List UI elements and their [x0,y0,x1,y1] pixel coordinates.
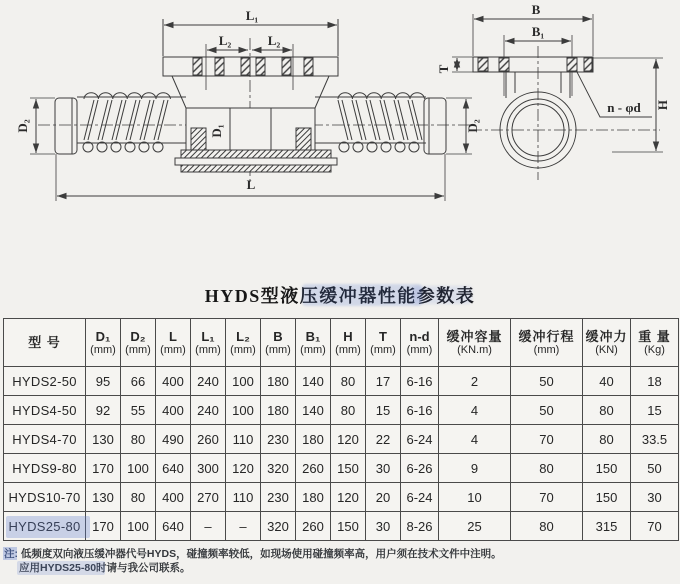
table-cell: – [226,512,261,541]
table-cell: 640 [156,512,191,541]
table-cell: 70 [511,425,583,454]
table-cell: 320 [261,454,296,483]
header-cell: H (mm) [331,319,366,367]
table-cell: 640 [156,454,191,483]
table-cell: 15 [366,396,401,425]
table-cell: 10 [439,483,511,512]
page-title: HYDS型液压缓冲器性能参数表 [204,286,476,306]
dim-label-nd: n - φd [607,100,641,115]
table-cell: 150 [331,512,366,541]
model-cell: HYDS4-70 [4,425,86,454]
table-cell: 400 [156,367,191,396]
dim-label-d2-right: D₂ [465,119,480,133]
table-cell: 18 [631,367,679,396]
header-cell: 型 号 [4,319,86,367]
table-cell: 80 [121,483,156,512]
footnote-tag: 注: [4,548,18,560]
table-cell: 80 [331,367,366,396]
table-cell: 300 [191,454,226,483]
dim-label-b: B [531,2,541,17]
table-cell: 30 [366,454,401,483]
table-cell: 150 [583,483,631,512]
table-row [4,425,679,454]
dim-label-d1: D₁ [209,124,224,138]
dim-label-l2-right: L₂ [267,33,281,48]
model-cell: HYDS25-80 [4,512,86,541]
table-cell: 80 [583,396,631,425]
header-cell: 缓冲容量 (KN.m) [439,319,511,367]
table-cell: 130 [86,425,121,454]
table-cell: 6-24 [401,483,439,512]
table-cell: 180 [296,425,331,454]
table-cell: 80 [511,512,583,541]
table-cell: 25 [439,512,511,541]
dim-label-t: T [436,64,451,74]
table-cell: 130 [86,483,121,512]
table-cell: 120 [331,425,366,454]
table-cell: 260 [191,425,226,454]
table-cell: 4 [439,396,511,425]
table-row [4,512,679,541]
dim-label-h: H [655,99,670,111]
table-cell: 17 [366,367,401,396]
table-cell: 50 [631,454,679,483]
table-cell: 240 [191,396,226,425]
header-cell: 重 量 (Kg) [631,319,679,367]
dim-label-l: L [246,177,256,192]
table-cell: 8-26 [401,512,439,541]
table-cell: 6-26 [401,454,439,483]
table-cell: 110 [226,425,261,454]
dim-label-l1: L₁ [245,8,259,23]
table-cell: 260 [296,512,331,541]
table-cell: 110 [226,483,261,512]
table-cell: 6-24 [401,425,439,454]
table-cell: 170 [86,512,121,541]
table-cell: 55 [121,396,156,425]
model-cell: HYDS4-50 [4,396,86,425]
model-cell: HYDS10-70 [4,483,86,512]
table-row [4,483,679,512]
spec-table [3,318,679,541]
header-cell: D₂ (mm) [121,319,156,367]
table-cell: 400 [156,483,191,512]
table-cell: 80 [511,454,583,483]
table-cell: 140 [296,367,331,396]
footnote-line-1: 注: 低频度双向液压缓冲器代号HYDS，碰撞频率较低，如现场使用碰撞频率高，用户须在技术文件中注明。 [4,548,502,560]
table-cell: 180 [261,367,296,396]
table-cell: 9 [439,454,511,483]
technical-drawing [0,0,680,235]
table-row [4,367,679,396]
right-view [452,14,663,180]
header-cell: B (mm) [261,319,296,367]
model-cell: HYDS2-50 [4,367,86,396]
table-cell: 320 [261,512,296,541]
table-cell: 140 [296,396,331,425]
table-row [4,454,679,483]
header-cell: B₁ (mm) [296,319,331,367]
table-cell: 150 [331,454,366,483]
table-cell: 400 [156,396,191,425]
table-head [4,319,679,367]
dim-label-b1: B₁ [531,24,545,39]
header-cell: D₁ (mm) [86,319,121,367]
footnote [4,547,676,575]
dim-label-d2-left: D₂ [15,119,30,133]
table-cell: 70 [511,483,583,512]
header-cell: L (mm) [156,319,191,367]
table-cell: 100 [121,454,156,483]
table-cell: 4 [439,425,511,454]
table-cell: 80 [331,396,366,425]
table-cell: 170 [86,454,121,483]
table-cell: 6-16 [401,396,439,425]
table-cell: 120 [331,483,366,512]
table-cell: 80 [121,425,156,454]
table-cell: 120 [226,454,261,483]
table-cell: 30 [366,512,401,541]
dim-label-l2-left: L₂ [218,33,232,48]
table-cell: 260 [296,454,331,483]
header-cell: 缓冲行程 (mm) [511,319,583,367]
table-cell: – [191,512,226,541]
table-body [4,367,679,541]
table-cell: 30 [631,483,679,512]
table-cell: 80 [583,425,631,454]
table-cell: 100 [121,512,156,541]
table-cell: 230 [261,483,296,512]
header-cell: 缓冲力 (KN) [583,319,631,367]
table-cell: 15 [631,396,679,425]
table-cell: 180 [296,483,331,512]
table-cell: 50 [511,367,583,396]
model-cell: HYDS9-80 [4,454,86,483]
table-cell: 95 [86,367,121,396]
table-cell: 490 [156,425,191,454]
table-cell: 22 [366,425,401,454]
table-cell: 50 [511,396,583,425]
table-cell: 315 [583,512,631,541]
table-cell: 180 [261,396,296,425]
footnote-line-2: 应用HYDS25-80时请与我公司联系。 [19,562,191,574]
header-cell: L₁ (mm) [191,319,226,367]
table-cell: 100 [226,367,261,396]
table-cell: 230 [261,425,296,454]
table-cell: 92 [86,396,121,425]
header-cell: T (mm) [366,319,401,367]
table-cell: 66 [121,367,156,396]
table-cell: 150 [583,454,631,483]
table-cell: 2 [439,367,511,396]
table-cell: 40 [583,367,631,396]
table-row [4,396,679,425]
table-cell: 33.5 [631,425,679,454]
table-cell: 70 [631,512,679,541]
table-cell: 240 [191,367,226,396]
header-cell: L₂ (mm) [226,319,261,367]
table-cell: 270 [191,483,226,512]
table-cell: 6-16 [401,367,439,396]
header-cell: n-d (mm) [401,319,439,367]
table-cell: 100 [226,396,261,425]
table-cell: 20 [366,483,401,512]
left-view [30,19,472,201]
